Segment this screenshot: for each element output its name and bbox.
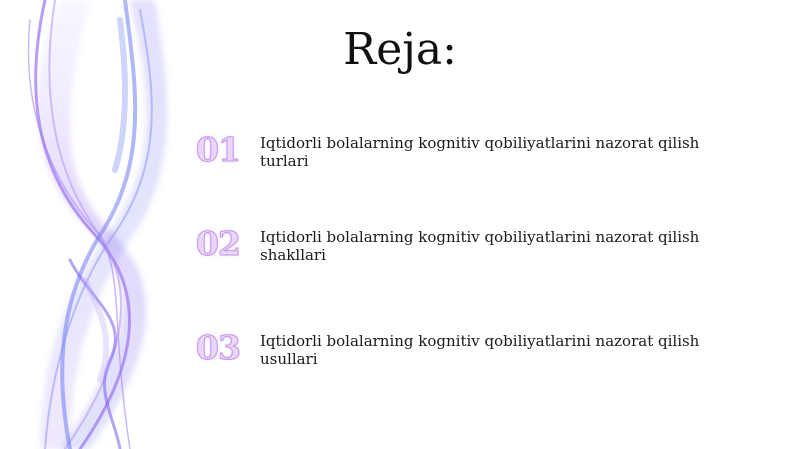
agenda-number-3: 03 [196,328,240,367]
agenda-text-3: Iqtidorli bolalarning kognitiv qobiliyatlarini nazorat qilish usullari [260,332,700,368]
agenda-number-2: 02 [196,224,240,263]
slide-title: Reja: [343,24,457,75]
agenda-number-1: 01 [196,130,240,169]
agenda-text-1: Iqtidorli bolalarning kognitiv qobiliyatlarini nazorat qilish turlari [260,134,700,170]
agenda-item-1 [196,132,716,182]
agenda-item-2 [196,226,716,276]
agenda-text-2: Iqtidorli bolalarning kognitiv qobiliyatlarini nazorat qilish shakllari [260,228,700,264]
agenda-item-3 [196,330,716,380]
